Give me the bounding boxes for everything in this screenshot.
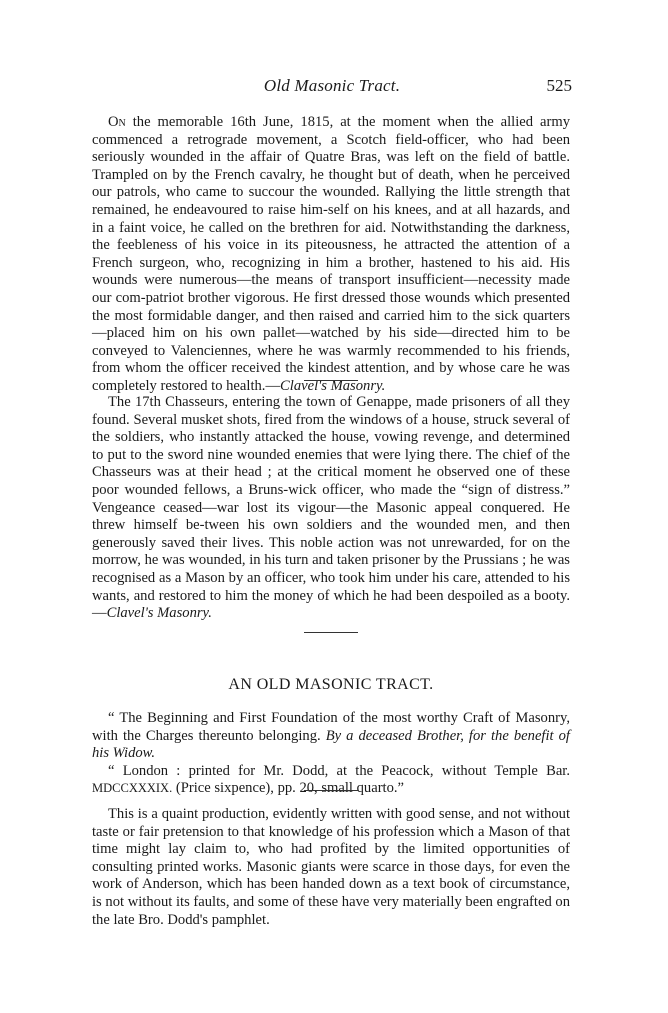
section-rule <box>304 380 358 381</box>
paragraph-text: The 17th Chasseurs, entering the town of Genappe, made prisoners of all they found. Several musket shots, fired from the windows of a house, struck several of the soldiers, who instantly attacked the house, vowing revenge, and determined to put to the sword nine wounded enemies that were lying there. The chief of the Chasseurs was at their head ; at the critical moment he observed one of these poor wounded fellows, a Bruns-wick officer, who made the “sign of distress.” Vengeance ceased—war lost its vigour—the Masonic appeal conquered. He threw himself be-tween his own soldiers and the wounded men, and then generously saved their lives. This noble action was not unrewarded, for on the morrow, he was wounded, in his turn and taken prisoner by the Prussians ; he was recognised as a Mason by an officer, who took him under his care, attended to his wants, and restored to him the money of which he had been despoiled as a booty.— <box>92 394 570 622</box>
divider-3 <box>92 790 570 791</box>
quotation-italic: By a deceased Brother, for the benefit of his Widow. <box>92 727 570 762</box>
tract-quotation <box>92 710 570 798</box>
running-title: Old Masonic Tract. <box>263 76 401 95</box>
divider-2 <box>92 632 570 633</box>
paragraph <box>92 114 570 396</box>
quotation-title <box>92 710 570 763</box>
page-number: 525 <box>546 76 572 95</box>
paragraph <box>92 394 570 623</box>
article-genappe <box>92 394 570 623</box>
paragraph-text: the memorable 16th June, 1815, at the moment when the allied army commenced a retrograde movement, a Scotch field-officer, who had been seriously wounded in the affair of Quatre Bras, was left on the field of battle. Trampled on by the French cavalry, he thought but of death, when he perceived our patrols, who came to succour the wounded. Rallying the little strength that remained, he endeavoured to raise him-self on his knees, and at all hazards, and in a faint voice, he called on the brethren for aid. Notwithstanding the darkness, the feebleness of his voice in its piteousness, he attracted the attention of a French surgeon, who, recognizing in him a brother, hastened to his aid. His wounds were numerous—the means of transport insufficient—necessity made our com-patriot brother vigorous. He first dressed those wounds which presented the most formidable danger, and then raised and carried him to the sick quarters—placed him on his own pallet—watched by his side—directed him to be conveyed to Valenciennes, where he was warmly recommended to his friends, from whom the officer received the kindest attention, and by whose care he was completely restored to health.— <box>92 114 570 394</box>
paragraph: This is a quaint production, evidently written with good sense, and not without taste or fair pretension to that knowledge of his profession which a Mason of that time might lay claim to, who had profited by the limited opportunities of consulting printed works. Masonic giants were scarce in those days, for even the work of Anderson, which has been handed down as a text book of circumstance, is not without its faults, and some of these have very materially been engrafted on the late Bro. Dodd's pamphlet. <box>92 806 570 928</box>
drop-word: On <box>108 114 126 130</box>
quotation-imprint <box>92 763 570 798</box>
section-rule <box>304 790 358 791</box>
imprint-text: “ London : printed for Mr. Dodd, at the Peacock, without Temple Bar. <box>108 762 570 779</box>
quotation-text: “ The Beginning and First Foundation of the most worthy Craft of Masonry, with the Charges thereunto belonging. <box>92 710 570 744</box>
section-heading: AN OLD MASONIC TRACT. <box>228 676 434 693</box>
article-quatre-bras <box>92 114 570 396</box>
running-head <box>92 76 572 100</box>
imprint-details: (Price sixpence), pp. 20, small quarto.” <box>172 780 405 797</box>
source-citation: Clavel's Masonry. <box>106 605 212 622</box>
divider-1 <box>92 380 570 381</box>
tract-commentary <box>92 806 570 929</box>
source-citation: Clavel's Masonry. <box>280 377 386 394</box>
imprint-year: MDCCXXXIX. <box>92 781 173 796</box>
section-rule <box>304 632 358 633</box>
